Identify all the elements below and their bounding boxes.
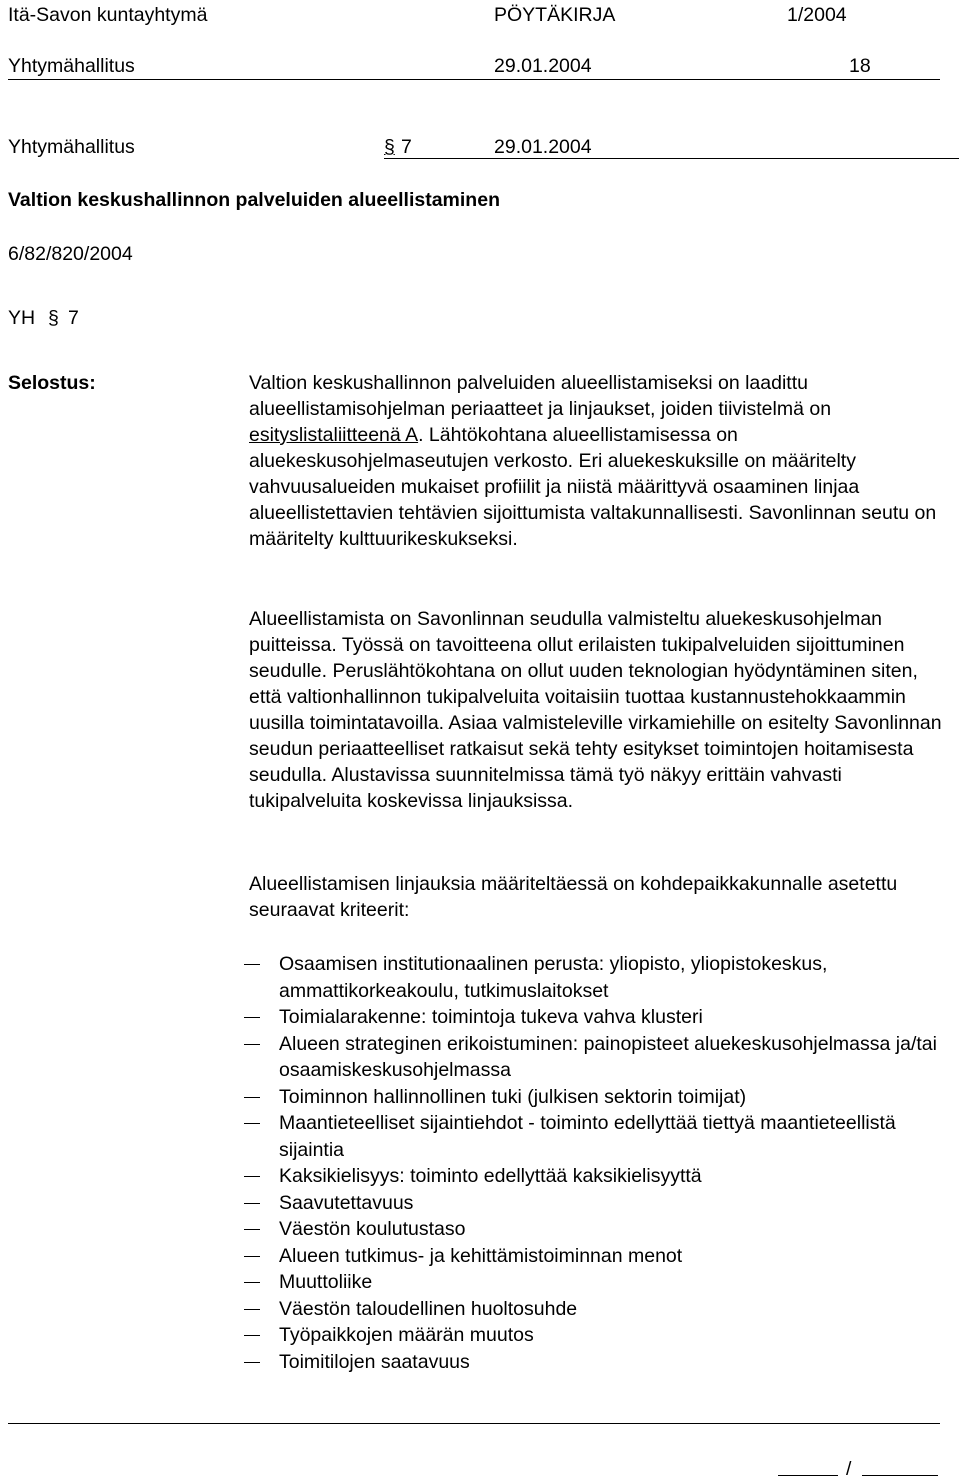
- list-item: Alueen tutkimus- ja kehittämistoiminnan menot: [244, 1243, 944, 1270]
- dash-bullet-icon: [244, 1044, 260, 1045]
- dash-bullet-icon: [244, 964, 260, 965]
- list-item: Väestön taloudellinen huoltosuhde: [244, 1296, 944, 1323]
- criteria-list: [244, 951, 944, 1375]
- signature-line-left: [778, 1475, 838, 1476]
- list-item: Työpaikkojen määrän muutos: [244, 1322, 944, 1349]
- dash-bullet-icon: [244, 1176, 260, 1177]
- document-number: 1/2004: [787, 4, 847, 26]
- dash-bullet-icon: [244, 1282, 260, 1283]
- footer-divider: [8, 1423, 940, 1424]
- list-item: Muuttoliike: [244, 1269, 944, 1296]
- list-item: Maantieteelliset sijaintiehdot - toiminto edellyttää tiettyä maantieteellistä sijaintia: [244, 1110, 944, 1163]
- attachment-link[interactable]: esityslistaliitteenä A: [249, 424, 419, 446]
- dash-bullet-icon: [244, 1203, 260, 1204]
- selostus-label: Selostus:: [8, 372, 96, 394]
- list-item: Toimialarakenne: toimintoja tukeva vahva klusteri: [244, 1004, 944, 1031]
- dash-bullet-icon: [244, 1123, 260, 1124]
- header-body-name: Yhtymähallitus: [8, 55, 135, 77]
- section-number: 7: [401, 136, 412, 158]
- list-item: Saavutettavuus: [244, 1190, 944, 1217]
- section-divider: [384, 158, 959, 159]
- list-item: Toimitilojen saatavuus: [244, 1349, 944, 1376]
- paragraph-1-text-a: Valtion keskushallinnon palveluiden alueellistamiseksi on laadittu alueellistamisohjelman periaatteet ja linjaukset, joiden tiivistelmä on: [249, 372, 832, 420]
- paragraph-3: [249, 871, 949, 923]
- section-date: 29.01.2004: [494, 136, 592, 158]
- list-item: Väestön koulutustaso: [244, 1216, 944, 1243]
- reference-number: 6/82/820/2004: [8, 243, 133, 265]
- header-date: 29.01.2004: [494, 55, 592, 77]
- dash-bullet-icon: [244, 1335, 260, 1336]
- list-item: Alueen strateginen erikoistuminen: painopisteet aluekeskusohjelmassa ja/tai osaamiskeskusohjelmassa: [244, 1031, 944, 1084]
- yh-label: YH: [8, 307, 36, 329]
- dash-bullet-icon: [244, 1097, 260, 1098]
- dash-bullet-icon: [244, 1017, 260, 1018]
- dash-bullet-icon: [244, 1309, 260, 1310]
- dash-bullet-icon: [244, 1362, 260, 1363]
- list-item: Toiminnon hallinnollinen tuki (julkisen sektorin toimijat): [244, 1084, 944, 1111]
- document-type: PÖYTÄKIRJA: [494, 4, 616, 26]
- list-item: Kaksikielisyys: toiminto edellyttää kaksikielisyyttä: [244, 1163, 944, 1190]
- section-symbol: §: [384, 136, 395, 158]
- yh-section-symbol: §: [48, 307, 59, 329]
- yh-number: 7: [68, 307, 79, 329]
- paragraph-3-text: Alueellistamisen linjauksia määriteltäessä on kohdepaikkakunnalle asetettu seuraavat kriteerit:: [249, 873, 898, 921]
- organization-name: Itä-Savon kuntayhtymä: [8, 4, 208, 26]
- paragraph-1-text-b: . Lähtökohtana alueellistamisessa on aluekeskusohjelmaseutujen verkosto. Eri aluekeskuksille on määritelty vahvuusalueiden mukaiset profiilit ja niistä määrittyvä osaaminen linjaa alueellistettavien tehtävien sijoittumista valtakunnallisesti. Savonlinnan seutu on määritelty kulttuurikeskukseksi.: [249, 424, 937, 550]
- list-item: Osaamisen institutionaalinen perusta: yliopisto, yliopistokeskus, ammattikorkeakoulu, tutkimuslaitokset: [244, 951, 944, 1004]
- signature-line-right: [862, 1475, 938, 1476]
- dash-bullet-icon: [244, 1229, 260, 1230]
- dash-bullet-icon: [244, 1256, 260, 1257]
- paragraph-1: [249, 370, 949, 552]
- page-number: 18: [849, 55, 871, 77]
- signature-separator: /: [846, 1458, 852, 1480]
- header-divider: [8, 79, 940, 80]
- section-title: Valtion keskushallinnon palveluiden alueellistaminen: [8, 189, 500, 211]
- section-body-name: Yhtymähallitus: [8, 136, 135, 158]
- paragraph-2: [249, 606, 949, 814]
- paragraph-2-text: Alueellistamista on Savonlinnan seudulla valmisteltu aluekeskusohjelman puitteissa. Työssä on tavoitteena ollut erilaisten tukipalveluiden sijoittuminen seudulle. Peruslähtökohtana on ollut uuden teknologian hyödyntäminen siten, että valtionhallinnon tukipalveluita voitaisiin tuottaa kustannustehokkaammin uusilla toimintatavoilla. Asiaa valmisteleville virkamiehille on esitelty Savonlinnan seudun periaatteelliset ratkaisut sekä tehty esitykset toimintojen hoitamisesta seudulla. Alustavissa suunnitelmissa tämä työ näkyy erittäin vahvasti tukipalveluita koskevissa linjauksissa.: [249, 608, 942, 812]
